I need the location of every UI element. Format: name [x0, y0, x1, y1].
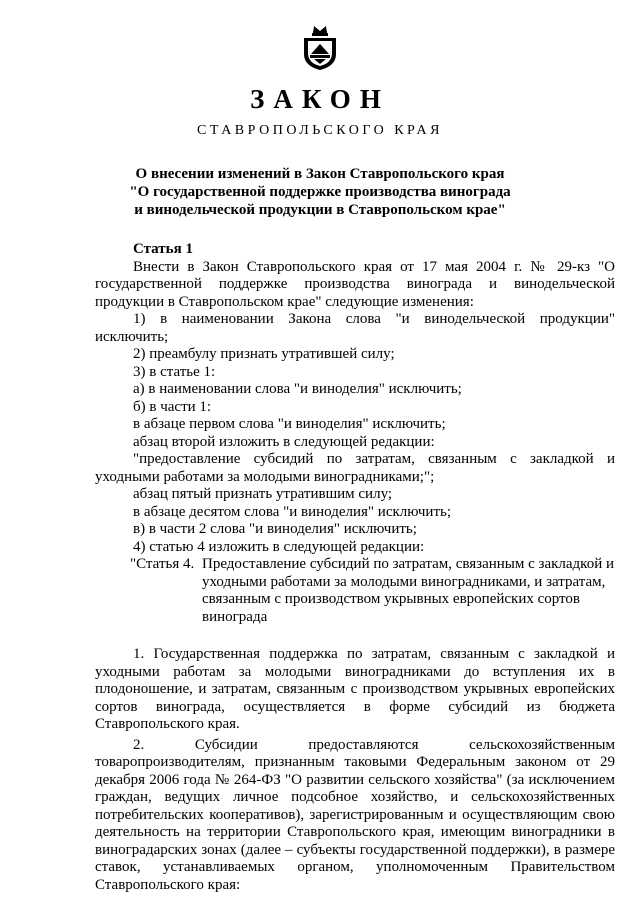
article4-title: Предоставление субсидий по затратам, связанным с закладкой и уходными работами за молодыми виноградниками, и затратам, связанным с производством укрывных европейских сортов винограда	[202, 556, 615, 625]
list-item: б) в части 1:	[133, 398, 212, 415]
subject-line: О внесении изменений в Закон Ставропольского края	[135, 166, 505, 182]
article-heading: Статья 1	[133, 241, 193, 257]
law-subject	[0, 165, 640, 219]
coat-of-arms-icon	[300, 24, 340, 72]
list-item: в) в части 2 слова "и виноделия" исключить;	[133, 521, 417, 537]
list-item: абзац второй изложить в следующей редакции:	[133, 433, 435, 450]
article4-label: "Статья 4.	[130, 556, 195, 572]
law-title: ЗАКОН	[250, 84, 390, 114]
paragraph: 1. Государственная поддержка по затратам, связанным с закладкой и уходными работам за молодыми виноградниками до вступления их в плодоношение, и затратам, связанным с производством укрывных европейских сортов винограда, осуществляется в форме субсидий из бюджета Ставропольского края.	[95, 646, 615, 732]
subject-line: "О государственной поддержке производства винограда	[129, 184, 511, 200]
list-item: а) в наименовании слова "и виноделия" исключить;	[133, 381, 462, 397]
list-item: "предоставление субсидий по затратам, связанным с закладкой и уходными работами за молодыми виноградниками;";	[95, 451, 615, 485]
list-item: в абзаце первом слова "и виноделия" исключить;	[133, 416, 446, 432]
list-item: 1) в наименовании Закона слова "и винодельческой продукции" исключить;	[95, 311, 615, 345]
list-item: 2) преамбулу признать утратившей силу;	[133, 346, 395, 362]
list-item: абзац пятый признать утратившим силу;	[133, 486, 393, 502]
paragraph: 2. Субсидии предоставляются сельскохозяйственным товаропроизводителям, признанным таковыми Федеральным законом от 29 декабря 2006 года № 264-ФЗ "О развитии сельского хозяйства" (за исключением граждан, ведущих личное подсобное хозяйство, и сельскохозяйственных потребительских кооперативов), зарегистрированным и осуществляющим свою деятельность на территории Ставропольского края, имеющим виноградники в виноградарских зонах (далее – субъекты государственной поддержки), в размере ставок, устанавливаемых органом, уполномоченным Правительством Ставропольского края:	[95, 736, 615, 893]
article4-heading	[130, 556, 615, 626]
subject-line: и винодельческой продукции в Ставропольском крае"	[134, 202, 506, 218]
document-body	[95, 241, 615, 894]
list-item: 3) в статье 1:	[133, 363, 216, 380]
list-item: в абзаце десятом слова "и виноделия" исключить;	[133, 503, 452, 520]
region-name: СТАВРОПОЛЬСКОГО КРАЯ	[197, 123, 443, 138]
article-intro: Внести в Закон Ставропольского края от 17 мая 2004 г. № 29-кз "О государственной поддержке производства винограда и винодельческой продукции в Ставропольском крае" следующие изменения:	[95, 258, 615, 310]
list-item: 4) статью 4 изложить в следующей редакции:	[133, 538, 425, 555]
